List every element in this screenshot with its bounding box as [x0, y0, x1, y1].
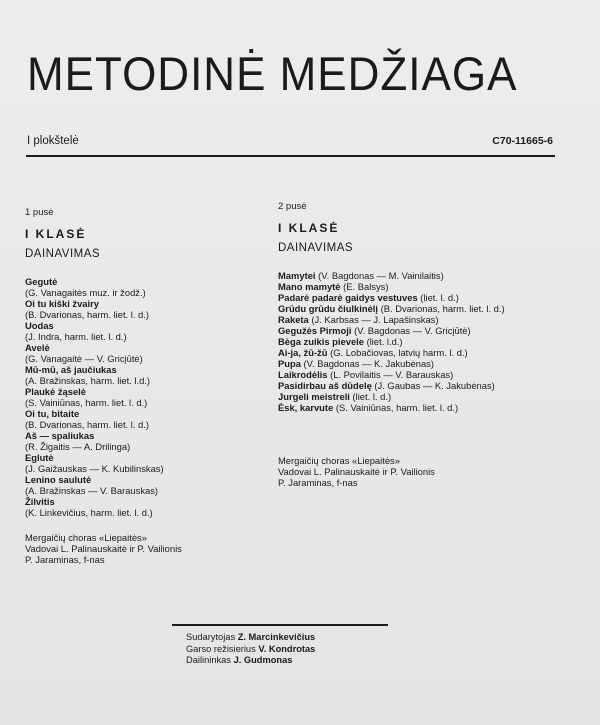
song-detail: (V. Bagdonas — V. Gricįūtė) — [354, 325, 471, 336]
genre-heading: DAINAVIMAS — [25, 248, 101, 260]
choir-info — [278, 455, 558, 488]
song-item — [25, 386, 275, 408]
song-item — [25, 474, 275, 496]
song-item — [278, 347, 558, 358]
song-line — [278, 336, 558, 347]
song-item — [25, 408, 275, 430]
header-divider — [26, 155, 555, 157]
song-item — [278, 358, 558, 369]
choir-line: P. Jaraminas, f-nas — [278, 477, 358, 488]
song-line — [278, 281, 558, 292]
side-label: 1 pusė — [25, 207, 54, 218]
song-title: Mamytei — [278, 270, 316, 281]
song-line — [278, 402, 558, 413]
song-item — [278, 336, 558, 347]
song-detail: (V. Bagdonas — M. Vainilaitis) — [318, 270, 444, 281]
song-item — [25, 276, 275, 298]
song-title: Raketa — [278, 314, 309, 325]
song-line — [278, 369, 558, 380]
song-title: Ėsk, karvute — [278, 402, 334, 413]
song-title: Gegužės Pirmoji — [278, 325, 352, 336]
song-item — [278, 380, 558, 391]
credit-role: Garso režisierius — [186, 643, 256, 654]
credit-name: Z. Marcinkevičius — [237, 632, 316, 642]
choir-line: Mergaičių choras «Liepaitės» — [25, 532, 147, 543]
genre-heading: DAINAVIMAS — [278, 242, 354, 254]
song-title: Ai-ja, žū-žū — [278, 347, 328, 358]
song-detail: (J. Karbsas — J. Lapašinskas) — [311, 314, 439, 325]
song-detail: (B. Dvarionas, harm. liet. l. d.) — [380, 303, 505, 314]
song-title: Pasidirbau aš dūdelę — [278, 380, 372, 391]
choir-line: Mergaičių choras «Liepaitės» — [278, 455, 400, 466]
class-heading: I KLASĖ — [25, 227, 87, 241]
page-title: METODINĖ MEDŽIAGA — [27, 48, 518, 101]
song-line — [278, 325, 558, 336]
song-title: Pupa — [278, 358, 301, 369]
song-item — [278, 402, 558, 413]
song-item — [278, 369, 558, 380]
song-item — [278, 281, 558, 292]
song-line — [278, 358, 558, 369]
song-detail: (A. Bražinskas — V. Barauskas) — [25, 485, 159, 496]
credit-name: J. Gudmonas — [233, 655, 293, 665]
side-1-column — [25, 207, 275, 565]
song-line — [278, 314, 558, 325]
song-line — [278, 391, 558, 402]
song-title: Oi tu, bitaite — [25, 408, 80, 419]
song-line — [278, 270, 558, 281]
credits-block — [186, 632, 315, 667]
song-line — [278, 292, 558, 303]
song-title: Mū-mū, aš jaučiukas — [25, 364, 117, 375]
credits-divider — [172, 624, 388, 626]
song-item — [25, 342, 275, 364]
song-item — [278, 292, 558, 303]
song-item — [25, 364, 275, 386]
song-line — [278, 347, 558, 358]
song-title: Avelė — [25, 342, 50, 353]
catalog-code: C70-11665-6 — [492, 135, 553, 147]
song-item — [278, 270, 558, 281]
song-title: Lenino saulutė — [25, 474, 92, 485]
song-detail: (S. Vainiūnas, harm. liet. l. d.) — [25, 397, 148, 408]
song-item — [278, 303, 558, 314]
song-detail: (G. Vanagaitės muz. ir žodž.) — [25, 287, 146, 298]
song-item — [25, 320, 275, 342]
song-title: Gegutė — [25, 276, 58, 287]
credit-line — [186, 632, 315, 644]
song-detail: (G. Vanagaitė — V. Gricįūtė) — [25, 353, 143, 364]
song-item — [25, 496, 275, 518]
choir-line: Vadovai L. Palinauskaitė ir P. Vailionis — [25, 543, 182, 554]
credit-role: Sudarytojas — [186, 632, 236, 642]
credit-line — [186, 655, 315, 667]
song-title: Žilvitis — [25, 496, 55, 507]
song-line — [278, 303, 558, 314]
song-detail: (liet. l.d.) — [366, 336, 403, 347]
choir-info — [25, 532, 275, 565]
song-detail: (J. Gaubas — K. Jakubėnas) — [374, 380, 495, 391]
song-title: Uodas — [25, 320, 54, 331]
song-title: Jurgeli meistreli — [278, 391, 350, 402]
song-detail: (B. Dvarionas, harm. liet. l. d.) — [25, 419, 149, 430]
song-title: Plaukė žąselė — [25, 386, 86, 397]
song-detail: (R. Žigaitis — A. Drilinga) — [25, 441, 131, 452]
song-item — [278, 325, 558, 336]
song-item — [25, 430, 275, 452]
song-detail: (K. Linkevičius, harm. liet. l. d.) — [25, 507, 153, 518]
song-item — [25, 298, 275, 320]
song-item — [278, 391, 558, 402]
song-title: Padarė padarė gaidys vestuves — [278, 292, 418, 303]
song-detail: (E. Balsys) — [343, 281, 389, 292]
song-detail: (A. Bražinskas, harm. liet. l.d.) — [25, 375, 151, 386]
song-title: Grūdu grūdu čiulkinėlį — [278, 303, 379, 314]
song-detail: (L. Povilaitis — V. Barauskas) — [330, 369, 454, 380]
song-list — [25, 276, 275, 518]
side-2-column — [278, 201, 558, 488]
song-list — [278, 270, 558, 413]
song-detail: (J. Indra, harm. liet. l. d.) — [25, 331, 127, 342]
song-title: Mano mamytė — [278, 281, 341, 292]
song-title: Bėga zuikis pievele — [278, 336, 364, 347]
song-item — [25, 452, 275, 474]
song-title: Laikrodėlis — [278, 369, 328, 380]
song-detail: (V. Bagdonas — K. Jakubėnas) — [303, 358, 434, 369]
song-title: Aš — spaliukas — [25, 430, 95, 441]
song-line — [278, 380, 558, 391]
credit-role: Dailininkas — [186, 655, 231, 665]
song-title: Oi tu kiški žvairy — [25, 298, 99, 309]
song-title: Eglutė — [25, 452, 54, 463]
song-detail: (liet. l. d.) — [420, 292, 459, 303]
class-heading: I KLASĖ — [278, 221, 340, 235]
song-detail: (G. Lobačiovas, latvių harm. l. d.) — [330, 347, 468, 358]
credit-line — [186, 644, 315, 656]
song-detail: (liet. l. d.) — [352, 391, 392, 402]
song-item — [278, 314, 558, 325]
song-detail: (J. Gaižauskas — K. Kubilinskas) — [25, 463, 164, 474]
choir-line: Vadovai L. Palinauskaitė ir P. Vailionis — [278, 466, 435, 477]
plate-label: I plokštelė — [27, 135, 79, 147]
song-detail: (B. Dvarionas, harm. liet. l. d.) — [25, 309, 149, 320]
song-detail: (S. Vainiūnas, harm. liet. l. d.) — [335, 402, 459, 413]
choir-line: P. Jaraminas, f-nas — [25, 554, 105, 565]
credit-name: V. Kondrotas — [258, 643, 316, 654]
side-label: 2 pusė — [278, 201, 307, 212]
